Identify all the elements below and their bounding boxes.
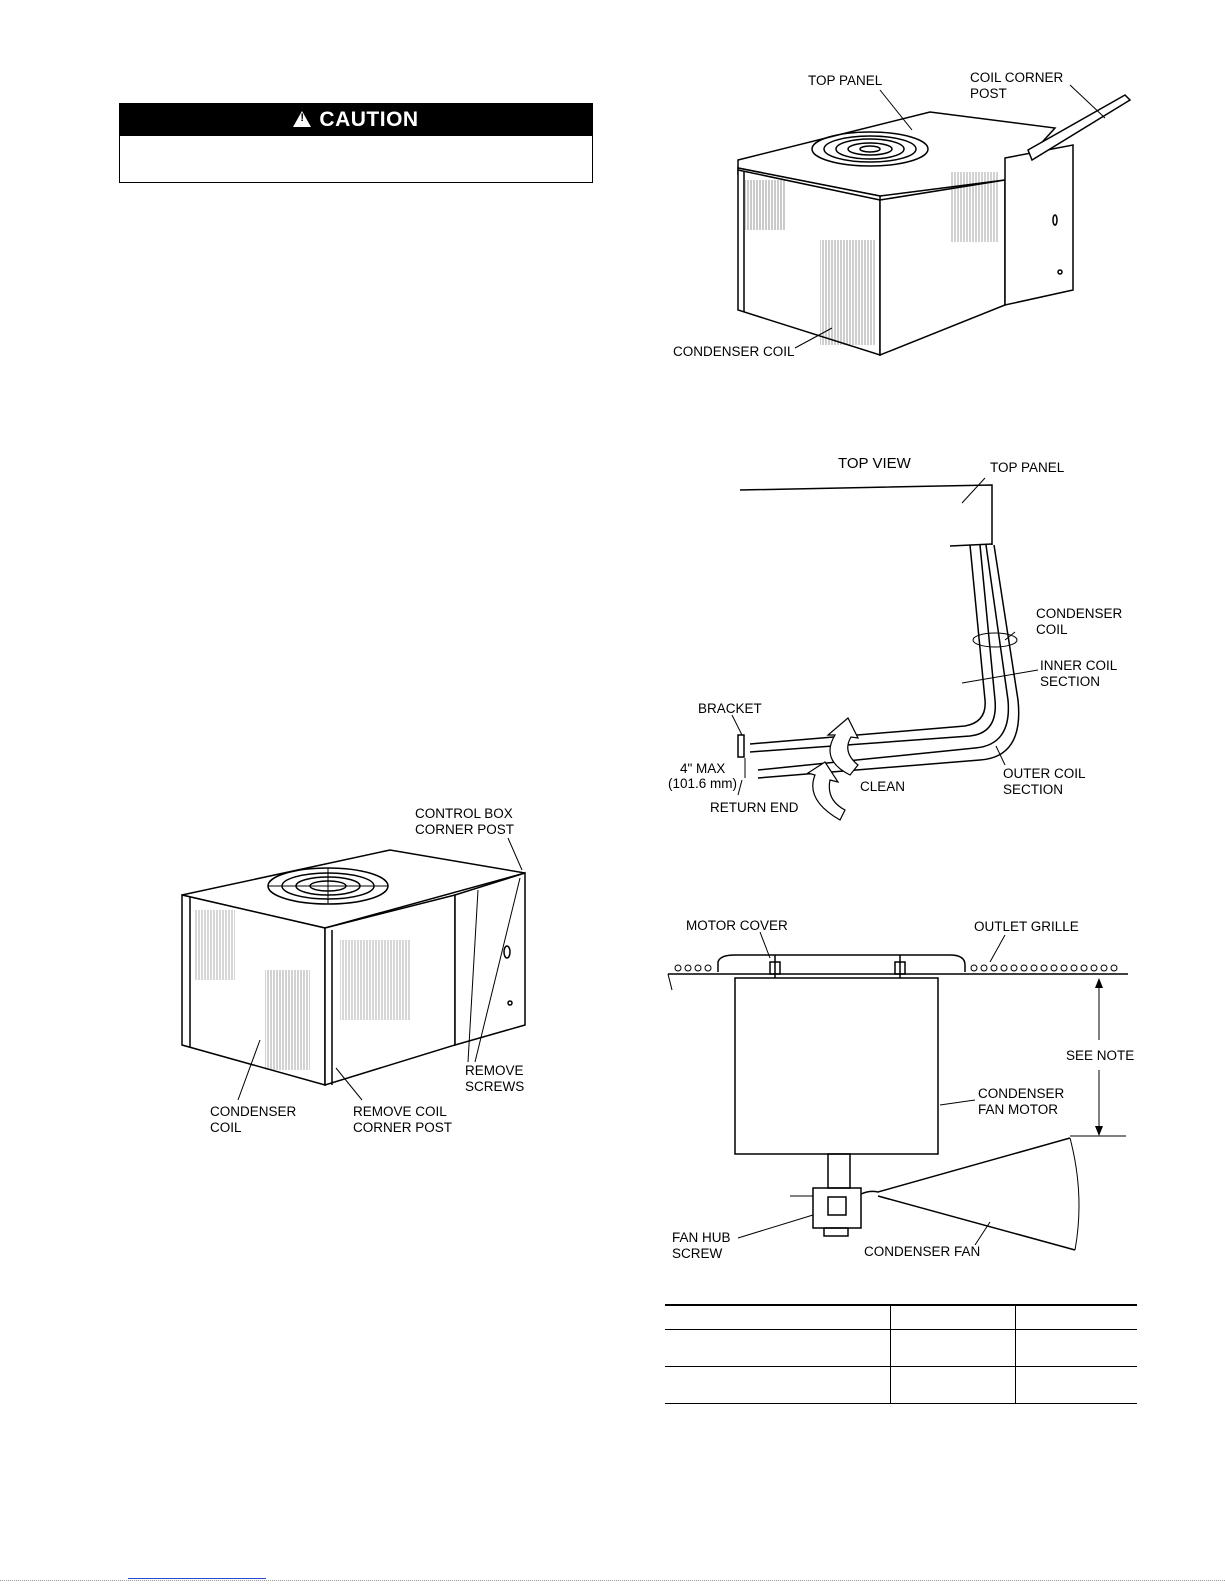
outlet-grille (675, 965, 1117, 971)
caution-title: CAUTION (319, 108, 419, 131)
label-max-1: 4" MAX (680, 761, 726, 776)
label-return-end: RETURN END (710, 800, 799, 815)
label-outlet-grille: OUTLET GRILLE (974, 919, 1079, 934)
spec-table (665, 1305, 1137, 1404)
label-left-condenser-2: COIL (210, 1120, 242, 1135)
figure-unit-remove-post (182, 838, 525, 1100)
label-control-box-1: CONTROL BOX (415, 806, 513, 821)
label-fan-motor-2: FAN MOTOR (978, 1102, 1059, 1117)
label-fan-hub-2: SCREW (672, 1246, 723, 1261)
label-top-view-condenser-1: CONDENSER (1036, 606, 1123, 621)
label-left-condenser-1: CONDENSER (210, 1104, 297, 1119)
fan-grille-icon (268, 868, 388, 904)
label-remove-coil-1: REMOVE COIL (353, 1104, 447, 1119)
label-top-view-top-panel: TOP PANEL (990, 460, 1065, 475)
label-condenser-fan: CONDENSER FAN (864, 1244, 981, 1259)
label-inner-coil-1: INNER COIL (1040, 658, 1118, 673)
label-top-view-condenser-2: COIL (1036, 622, 1068, 637)
label-coil-corner-post-1: COIL CORNER (970, 70, 1064, 85)
label-motor-cover: MOTOR COVER (686, 918, 788, 933)
figure-top-view-coil (732, 478, 1038, 820)
table-row (665, 1330, 1137, 1367)
table-row (665, 1305, 1137, 1330)
label-outer-coil-1: OUTER COIL (1003, 766, 1086, 781)
figure-unit-top-panel (738, 85, 1130, 355)
label-outer-coil-2: SECTION (1003, 782, 1064, 797)
footer-link-underline (128, 1578, 266, 1579)
label-top-view-title: TOP VIEW (838, 455, 911, 472)
label-see-note: SEE NOTE (1066, 1048, 1135, 1063)
label-bracket: BRACKET (698, 701, 762, 716)
label-remove-screws-1: REMOVE (465, 1063, 524, 1078)
label-max-2: (101.6 mm) (668, 776, 738, 791)
label-control-box-2: CORNER POST (415, 822, 515, 837)
label-inner-coil-2: SECTION (1040, 674, 1101, 689)
label-fan-motor-1: CONDENSER (978, 1086, 1065, 1101)
label-coil-corner-post-2: POST (970, 86, 1007, 101)
label-top-panel: TOP PANEL (808, 73, 883, 88)
label-remove-coil-2: CORNER POST (353, 1120, 453, 1135)
label-clean: CLEAN (860, 779, 906, 794)
footer-dotted-rule (0, 1580, 1225, 1581)
label-condenser-coil-top: CONDENSER COIL (673, 344, 795, 359)
table-row (665, 1367, 1137, 1404)
label-remove-screws-2: SCREWS (465, 1079, 525, 1094)
label-fan-hub-1: FAN HUB (672, 1230, 731, 1245)
